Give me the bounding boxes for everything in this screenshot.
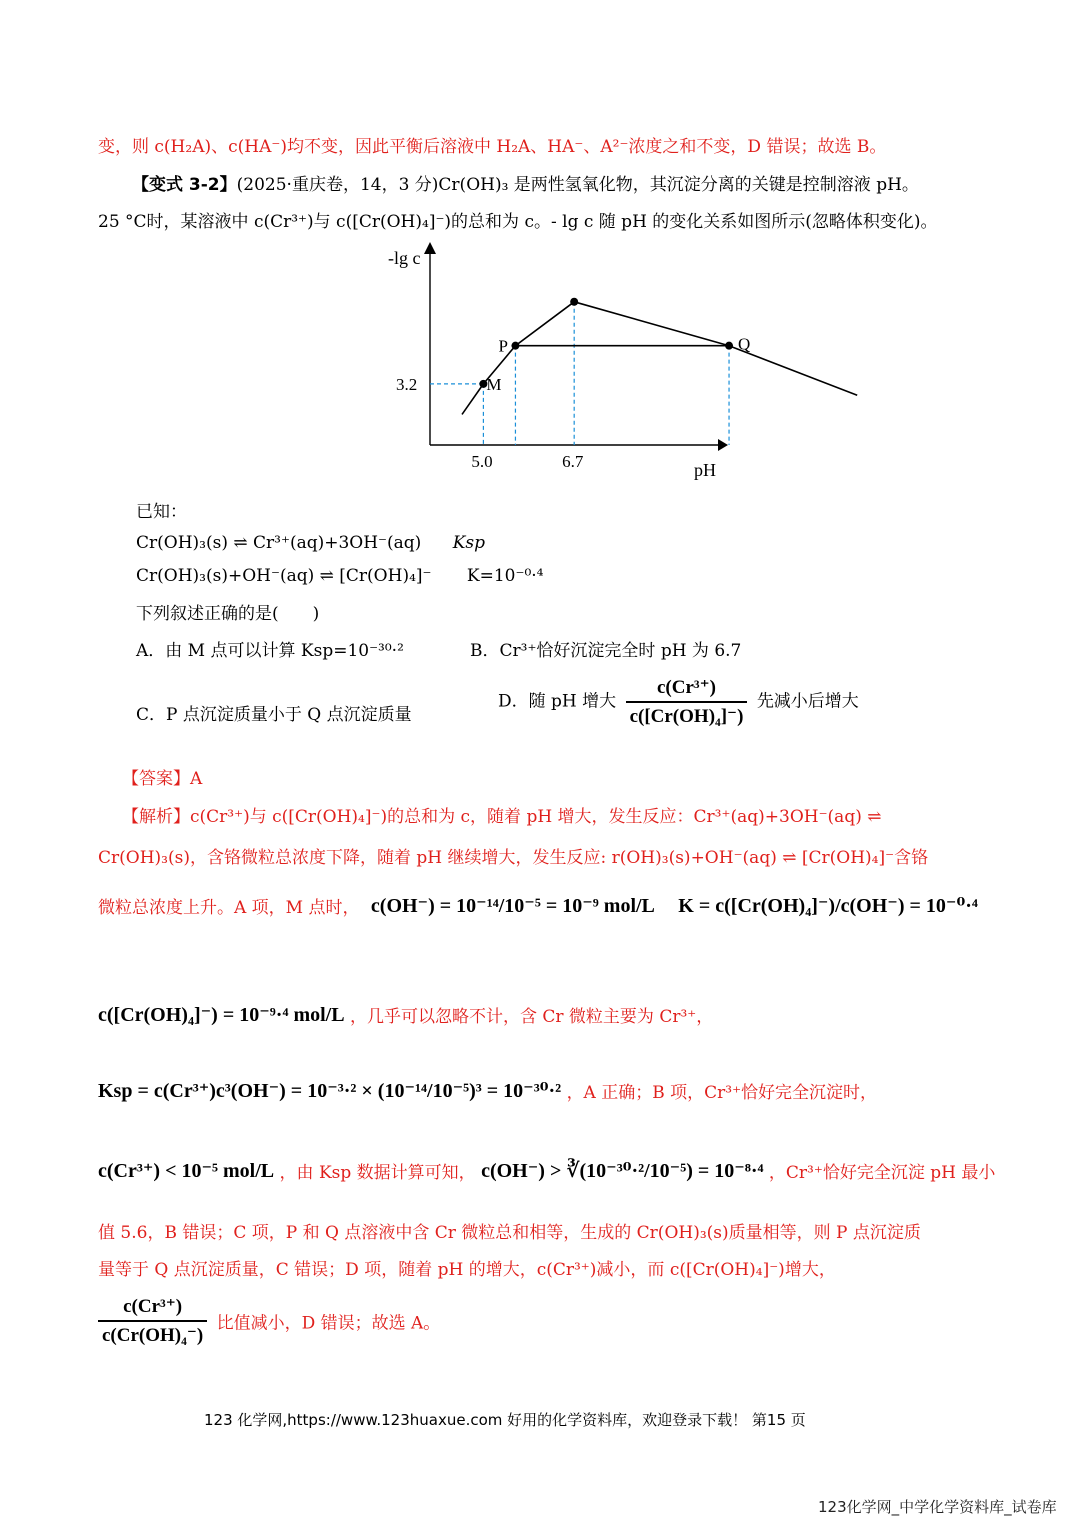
- option-d: [498, 676, 859, 728]
- y-axis-arrow: [424, 242, 436, 254]
- option-c: C．P 点沉淀质量小于 Q 点沉淀质量: [136, 705, 412, 725]
- x-axis-label: pH: [694, 460, 716, 480]
- option-d-denominator: c([Cr(OH)₄]⁻): [626, 701, 748, 728]
- option-d-prefix: D．随 pH 增大: [498, 691, 617, 712]
- text-line-3: 25 °C时，某溶液中 c(Cr³⁺)与 c([Cr(OH)₄]⁻)的总和为 c。- lg c 随 pH 的变化关系如图所示(忽略体积变化)。: [98, 212, 938, 232]
- analysis-line-4: [98, 1002, 713, 1027]
- equation-cr-limit: c(Cr³⁺) < 10⁻⁵ mol/L: [98, 1160, 275, 1182]
- text-line-1: 变，则 c(H₂A)、c(HA⁻)均不变，因此平衡后溶液中 H₂A、HA⁻、A²⁻浓度之和不变，D 错误；故选 B。: [98, 137, 887, 157]
- equation-oh-limit: c(OH⁻) > ∛(10⁻³⁰·²/10⁻⁵) = 10⁻⁸·⁴: [481, 1160, 764, 1182]
- analysis-line-1: 【解析】c(Cr³⁺)与 c([Cr(OH)₄]⁻)的总和为 c，随着 pH 增大，发生反应：Cr³⁺(aq)+3OH⁻(aq) ⇌: [122, 807, 882, 827]
- equation-oh-concentration: c(OH⁻) = 10⁻¹⁴/10⁻⁵ = 10⁻⁹ mol/L: [370, 895, 655, 917]
- answer: 【答案】A: [122, 769, 203, 789]
- ph-chart: [380, 240, 751, 490]
- equation-cr-oh4-concentration: c([Cr(OH)₄]⁻) = 10⁻⁹·⁴ mol/L: [98, 1004, 345, 1026]
- equation-2: [136, 566, 544, 586]
- equation-1-constant: Ksp: [452, 533, 486, 553]
- analysis-line-5-text: ，A 正确；B 项，Cr³⁺恰好完全沉淀时，: [566, 1083, 878, 1103]
- analysis-line-9: [98, 1295, 440, 1347]
- analysis-line-2: Cr(OH)₃(s)，含铬微粒总浓度下降，随着 pH 继续增大，发生反应: r(OH)₃(s)+OH⁻(aq) ⇌ [Cr(OH)₄]⁻含铬: [98, 848, 929, 868]
- equation-1: [136, 533, 485, 553]
- equation-ksp: Ksp = c(Cr³⁺)c³(OH⁻) = 10⁻³·² × (10⁻¹⁴/10⁻⁵)³ = 10⁻³⁰·²: [98, 1080, 562, 1102]
- variant-header: [132, 170, 919, 195]
- analysis-line-3: [98, 893, 978, 918]
- data-point-q: [725, 342, 733, 350]
- variant-source: (2025·重庆卷，14，3 分)Cr(OH)₃ 是两性氢氧化物，其沉淀分离的关键是控制溶液 pH。: [236, 175, 919, 195]
- analysis-line-6: [98, 1158, 995, 1183]
- equation-1-text: Cr(OH)₃(s) ⇌ Cr³⁺(aq)+3OH⁻(aq): [136, 533, 422, 553]
- ratio-denominator: c(Cr(OH)₄⁻): [98, 1320, 207, 1347]
- point-label-q: Q: [738, 334, 751, 354]
- ratio-numerator: c(Cr³⁺): [123, 1296, 183, 1317]
- ratio-fraction: [98, 1295, 207, 1347]
- analysis-line-6-text-b: ，Cr³⁺恰好完全沉淀 pH 最小: [768, 1163, 996, 1183]
- variant-tag: 【变式 3-2】: [132, 175, 237, 195]
- page-footer: 123 化学网,https://www.123huaxue.com 好用的化学资料库，欢迎登录下载！ 第15 页: [204, 1411, 806, 1429]
- analysis-line-5: [98, 1078, 877, 1103]
- x-tick-label-1: 5.0: [471, 452, 493, 471]
- y-axis-label: -lg c: [388, 248, 421, 268]
- y-tick-label: 3.2: [396, 374, 418, 394]
- option-a: A．由 M 点可以计算 Ksp=10⁻³⁰·²: [136, 641, 404, 661]
- analysis-line-8: 量等于 Q 点沉淀质量，C 错误；D 项，随着 pH 的增大，c(Cr³⁺)减小，而 c([Cr(OH)₄]⁻)增大，: [98, 1260, 836, 1280]
- analysis-line-4-text: ，几乎可以忽略不计，含 Cr 微粒主要为 Cr³⁺，: [349, 1007, 714, 1027]
- x-tick-label-2: 6.7: [562, 452, 584, 471]
- curve-line: [462, 302, 857, 415]
- analysis-line-6-text-a: ，由 Ksp 数据计算可知，: [279, 1163, 476, 1183]
- option-d-numerator: c(Cr³⁺): [657, 677, 716, 698]
- site-watermark: 123化学网_中学化学资料库_试卷库: [818, 1498, 1057, 1516]
- known-label: 已知：: [136, 502, 187, 522]
- x-axis-arrow: [718, 439, 728, 451]
- point-label-m: M: [486, 374, 502, 394]
- analysis-line-9-text: 比值减小，D 错误；故选 A。: [216, 1313, 441, 1334]
- analysis-line-3-text: 微粒总浓度上升。A 项，M 点时，: [98, 898, 360, 918]
- point-label-p: P: [498, 336, 508, 356]
- equation-k-expression: K = c([Cr(OH)₄]⁻)/c(OH⁻) = 10⁻⁰·⁴: [678, 895, 978, 917]
- option-b: B．Cr³⁺恰好沉淀完全时 pH 为 6.7: [470, 641, 742, 661]
- option-d-fraction: [626, 676, 748, 728]
- option-d-suffix: 先减小后增大: [756, 691, 859, 712]
- data-point-p: [511, 342, 519, 350]
- analysis-line-7: 值 5.6，B 错误；C 项，P 和 Q 点溶液中含 Cr 微粒总和相等，生成的 Cr(OH)₃(s)质量相等，则 P 点沉淀质: [98, 1223, 921, 1243]
- equation-2-text: Cr(OH)₃(s)+OH⁻(aq) ⇌ [Cr(OH)₄]⁻: [136, 566, 432, 586]
- equation-2-constant: K=10⁻⁰·⁴: [466, 566, 544, 586]
- question-stem: 下列叙述正确的是( ): [136, 604, 320, 624]
- data-point-peak: [570, 298, 578, 306]
